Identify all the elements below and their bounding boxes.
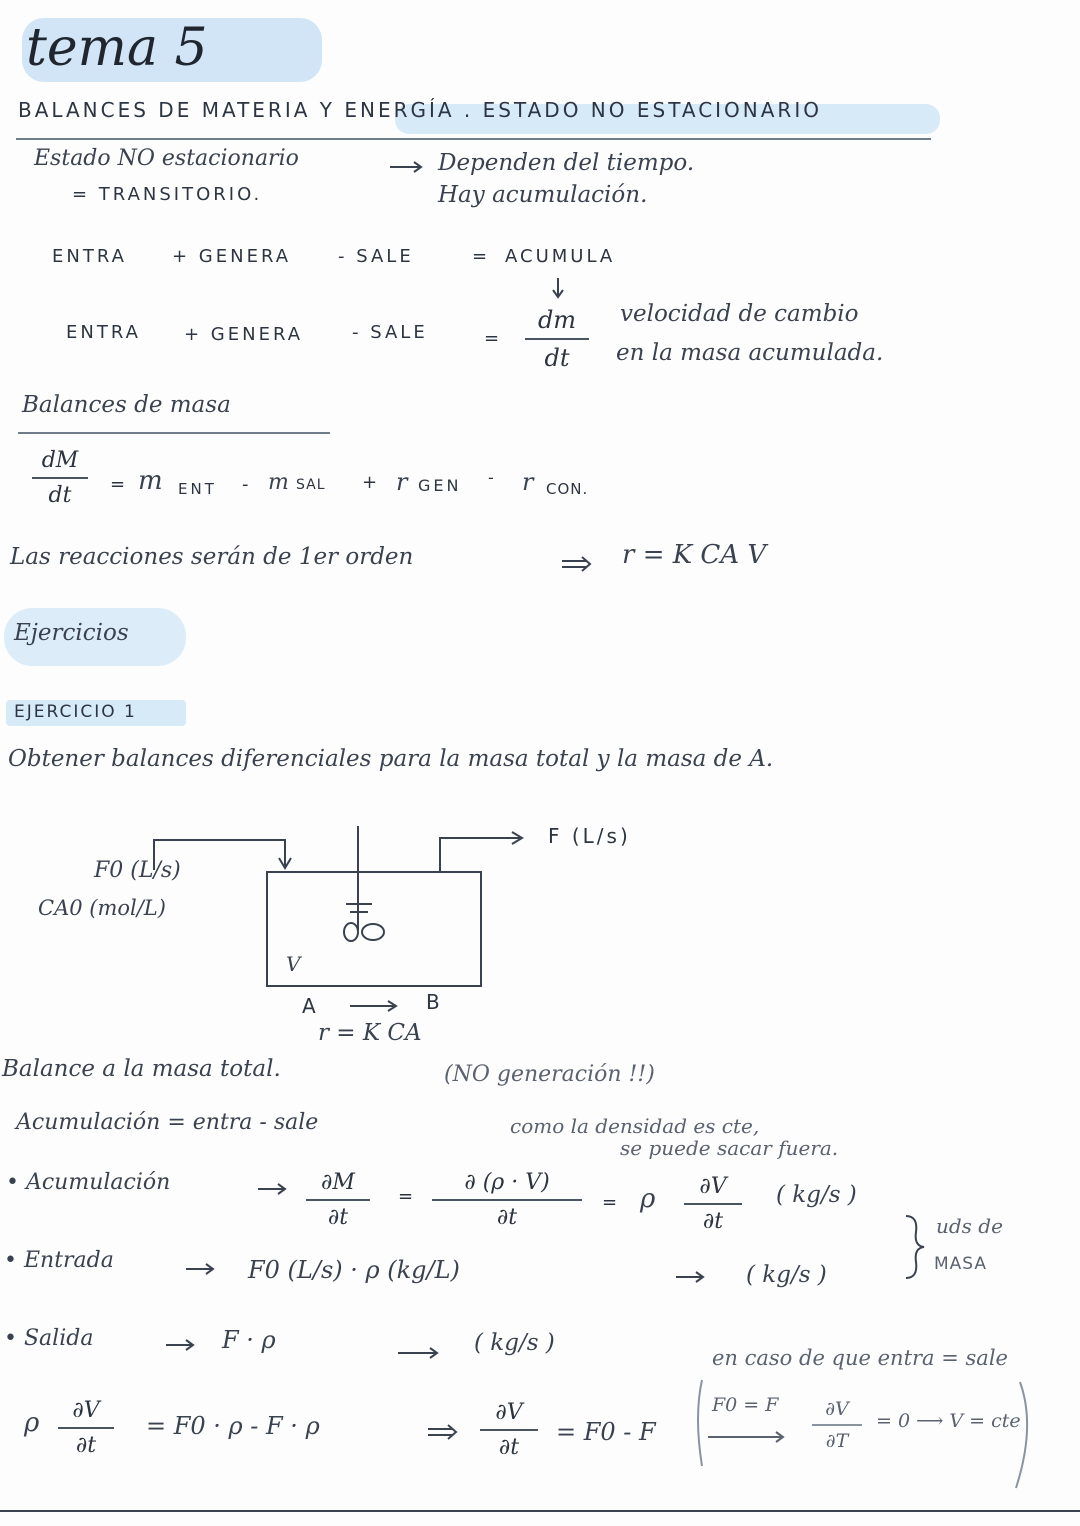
- arrow-right-icon: [676, 1270, 708, 1284]
- reaction-order-text: Las reacciones serán de 1er orden: [10, 544, 414, 570]
- arrow-right-icon: [398, 1346, 442, 1360]
- rho-factor: ρ: [640, 1184, 656, 1214]
- outlet-pipe: [440, 838, 520, 872]
- accumulation-equation: Acumulación = entra - sale: [16, 1110, 319, 1135]
- page-title: tema 5: [26, 18, 208, 78]
- volume-label: V: [286, 952, 301, 976]
- balance-acumula: ACUMULA: [505, 246, 616, 267]
- case-result: = 0 ⟶ V = cte: [876, 1410, 1021, 1432]
- final-equation-1: = F0 · ρ - F · ρ: [146, 1412, 320, 1440]
- brace-icon: [904, 1214, 928, 1280]
- arrow-right-icon: [186, 1262, 218, 1276]
- accum-eq-2: =: [602, 1192, 618, 1213]
- mass-eq: =: [110, 474, 126, 495]
- exercises-heading: Ejercicios: [14, 620, 129, 646]
- balance-entra: ENTRA: [52, 246, 127, 267]
- intro-left-1: Estado NO estacionario: [34, 146, 299, 171]
- outlet-flow-label: F (L/s): [548, 824, 631, 848]
- case-condition: F0 = F: [712, 1394, 779, 1416]
- balance2-genera: + GENERA: [184, 324, 304, 345]
- intro-left-2: = TRANSITORIO.: [72, 184, 263, 205]
- mass-m-ent: m: [138, 466, 163, 496]
- mass-m-sal: m: [268, 470, 289, 495]
- inflow-units: ( kg/s ): [746, 1262, 827, 1288]
- accum-eq-1: =: [398, 1186, 414, 1207]
- balance2-sale: - SALE: [352, 322, 428, 343]
- arrow-right-icon: [166, 1338, 198, 1352]
- double-arrow-icon: [428, 1424, 460, 1440]
- dM-dt-accum: ∂M ∂t: [306, 1170, 370, 1230]
- balance2-eq: =: [484, 328, 503, 349]
- final-dV-dt: ∂V ∂t: [58, 1398, 114, 1458]
- outflow-label: • Salida: [4, 1326, 94, 1351]
- arrow-right-icon: [708, 1430, 788, 1444]
- stirrer-blade-right: [362, 924, 384, 940]
- reaction-species-A: A: [302, 994, 319, 1018]
- inflow-expression: F0 (L/s) · ρ (kg/L): [248, 1256, 460, 1284]
- arrow-right-icon: [258, 1182, 290, 1196]
- exercise-1-label: EJERCICIO 1: [14, 702, 137, 722]
- final-rho: ρ: [24, 1408, 40, 1438]
- density-note-1: como la densidad es cte,: [510, 1114, 760, 1138]
- dV-dt-accum: ∂V ∂t: [684, 1174, 742, 1234]
- no-generation-note: (NO generación !!): [444, 1062, 655, 1087]
- drhoV-dt: ∂ (ρ · V) ∂t: [432, 1170, 582, 1230]
- reaction-rate-label: r = K CA: [318, 1020, 422, 1046]
- page-bottom-rule: [0, 1510, 1080, 1512]
- balance-genera: + GENERA: [172, 246, 292, 267]
- mass-con-sub: CON.: [546, 480, 589, 498]
- density-note-2: se puede sacar fuera.: [620, 1136, 839, 1160]
- reaction-rate-formula: r = K CA V: [622, 540, 767, 570]
- intro-right-2: Hay acumulación.: [438, 182, 648, 208]
- exercise-1-statement: Obtener balances diferenciales para la masa total y la masa de A.: [8, 746, 774, 772]
- balance-sale: - SALE: [338, 246, 414, 267]
- rate-description-2: en la masa acumulada.: [616, 340, 884, 366]
- case-dV-dT: ∂V ∂T: [812, 1398, 862, 1452]
- outflow-expression: F · ρ: [222, 1326, 276, 1354]
- mass-ent-sub: ENT: [178, 480, 217, 498]
- mass-r-gen: r: [396, 468, 408, 496]
- final-equation-2: = F0 - F: [556, 1418, 656, 1446]
- total-balance-heading: Balance a la masa total.: [2, 1056, 281, 1082]
- inlet-conc-label: CA0 (mol/L): [38, 896, 166, 920]
- rate-description-1: velocidad de cambio: [620, 301, 859, 327]
- mass-sal-sub: SAL: [296, 477, 326, 493]
- accum-units: ( kg/s ): [776, 1182, 857, 1208]
- dm-dt-fraction: dm dt: [525, 306, 589, 372]
- mass-balance-heading: Balances de masa: [22, 392, 231, 418]
- stirrer-blade-left: [344, 923, 358, 941]
- final-dV-dt-2: ∂V ∂t: [480, 1400, 538, 1460]
- page-subtitle: BALANCES DE MATERIA Y ENERGÍA . ESTADO NO ESTACIONARIO: [18, 98, 822, 122]
- accumulation-label: • Acumulación: [6, 1170, 171, 1195]
- mass-r-con: r: [522, 468, 534, 496]
- units-note-1: uds de: [936, 1214, 1003, 1238]
- intro-right-1: Dependen del tiempo.: [438, 150, 695, 176]
- dM-dt-fraction: dM dt: [32, 448, 88, 508]
- mass-minus-1: -: [242, 474, 249, 495]
- inlet-flow-label: F0 (L/s): [94, 858, 181, 883]
- outflow-units: ( kg/s ): [474, 1330, 555, 1356]
- mass-gen-sub: GEN: [418, 476, 462, 495]
- case-note: en caso de que entra = sale: [712, 1346, 1008, 1370]
- mass-minus-2: -: [488, 468, 494, 487]
- balance2-entra: ENTRA: [66, 322, 141, 343]
- balance-eq: =: [472, 246, 491, 267]
- mass-plus: +: [362, 472, 378, 493]
- units-note-2: MASA: [934, 1254, 988, 1274]
- reaction-species-B: B: [426, 990, 443, 1014]
- inflow-label: • Entrada: [4, 1248, 114, 1273]
